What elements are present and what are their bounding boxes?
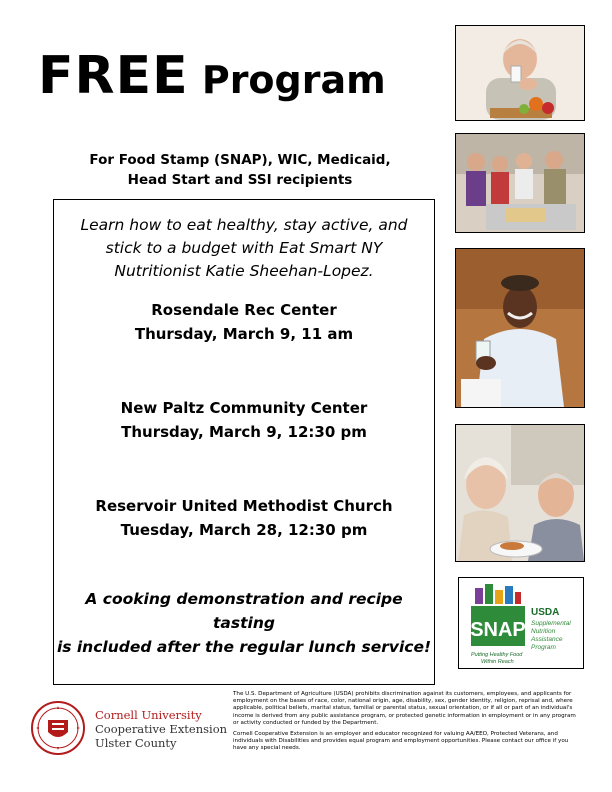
snap-logo-desc: Program <box>531 644 556 651</box>
snap-logo-bar-blue <box>505 586 513 604</box>
snap-logo-bar-orange <box>495 590 503 604</box>
legal-disclaimer <box>233 691 578 757</box>
session-3 <box>54 494 434 542</box>
intro-line-3: Nutritionist Katie Sheehan-Lopez. <box>114 262 374 280</box>
snap-logo-tagline: Within Reach <box>481 659 514 665</box>
usda-nondiscrimination-statement: The U.S. Department of Agriculture (USDA) prohibits discrimination against its customers, employees, and applicants for employment on the bases of race, color, national origin, age, disability, sex, gender identity, religion, reprisal and, where applicable, political beliefs, marital status, familial or parental status, sexual orientation, or if all or part of an individual's income is derived from any public assistance program, or protected genetic information in employment or in any program or activity conducted or funded by the Department. <box>233 691 576 726</box>
title-program: Program <box>188 58 386 102</box>
snap-logo <box>458 577 584 669</box>
cornell-university-label: Cornell University <box>95 708 202 722</box>
cornell-seal-icon <box>30 700 86 760</box>
snap-logo-bar-green <box>485 584 493 604</box>
snap-logo-bar-red <box>515 592 521 604</box>
eligibility-text <box>60 150 420 190</box>
photo-man-with-glass <box>455 248 585 408</box>
title-free: FREE <box>38 46 189 106</box>
session-datetime: Tuesday, March 28, 12:30 pm <box>120 521 368 539</box>
closing-line-1: A cooking demonstration and recipe tasting <box>85 590 403 632</box>
session-1 <box>54 298 434 346</box>
intro-line-2: stick to a budget with Eat Smart NY <box>105 239 383 257</box>
session-location: New Paltz Community Center <box>120 399 368 417</box>
eligibility-line-2: Head Start and SSI recipients <box>127 172 353 188</box>
cornell-extension-logo-text <box>95 708 227 750</box>
snap-logo-bar-purple <box>475 588 483 604</box>
session-location: Reservoir United Methodist Church <box>95 497 393 515</box>
photo-senior-man-eating <box>455 25 585 121</box>
snap-logo-desc: Nutrition <box>531 628 556 635</box>
closing-line-2: is included after the regular lunch service! <box>56 638 432 656</box>
intro-line-1: Learn how to eat healthy, stay active, and <box>80 216 408 234</box>
eligibility-line-1: For Food Stamp (SNAP), WIC, Medicaid, <box>89 152 391 168</box>
session-datetime: Thursday, March 9, 12:30 pm <box>121 423 367 441</box>
photo-elderly-couple-lunch <box>455 424 585 562</box>
session-location: Rosendale Rec Center <box>151 301 337 319</box>
session-datetime: Thursday, March 9, 11 am <box>134 325 354 343</box>
cooperative-extension-label: Cooperative Extension <box>95 722 228 736</box>
snap-logo-desc: Assistance <box>531 636 563 643</box>
snap-logo-desc: Supplemental <box>531 620 571 627</box>
program-details-box <box>53 199 435 685</box>
intro-text <box>54 214 434 283</box>
snap-logo-tagline: Putting Healthy Food <box>471 652 523 658</box>
closing-text <box>54 587 434 659</box>
snap-logo-wordmark: SNAP <box>470 619 526 641</box>
session-2 <box>54 396 434 444</box>
photo-group-cooking <box>455 133 585 233</box>
county-label: Ulster County <box>95 736 177 750</box>
page-title <box>38 46 438 106</box>
snap-logo-usda: USDA <box>531 607 560 618</box>
cce-equal-opportunity-statement: Cornell Cooperative Extension is an employer and educator recognized for valuing AA/EEO, Protected Veterans, and individuals with Disabilities and provides equal program and employment opportunities. Please contact our office if you have any special needs. <box>233 731 569 752</box>
